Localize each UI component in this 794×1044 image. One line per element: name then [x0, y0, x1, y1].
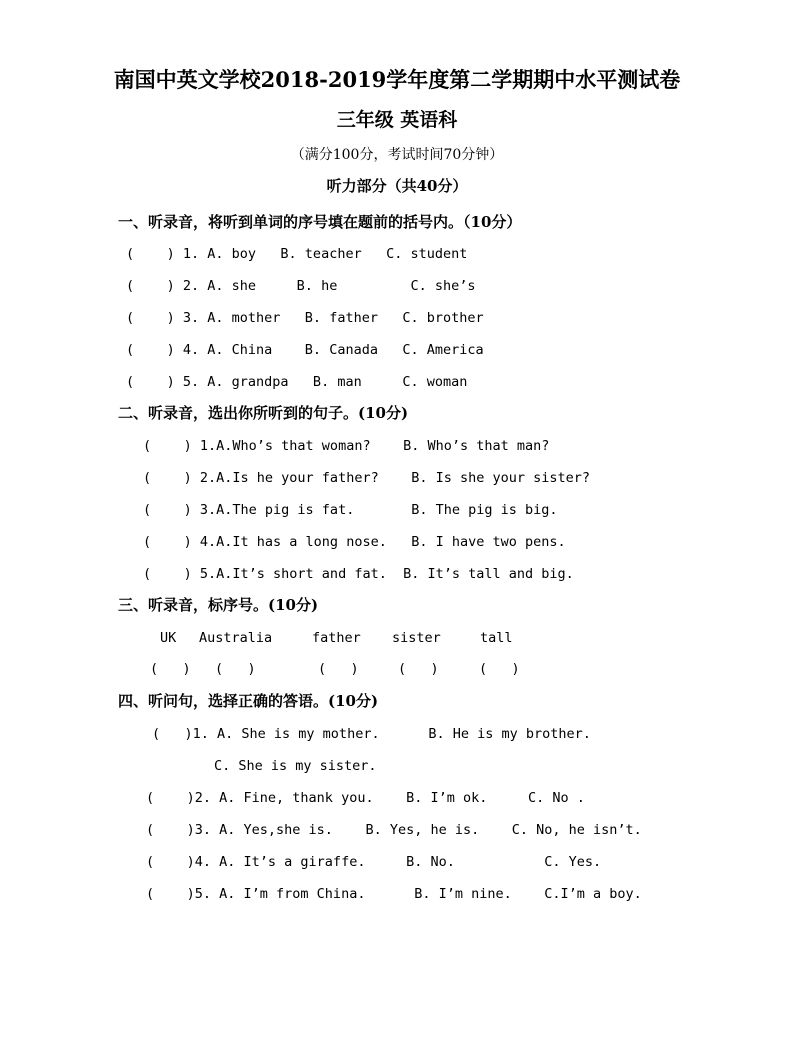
- section2-question-5: ( ) 5.A.It’s short and fat. B. It’s tall and big.: [143, 566, 574, 582]
- section3-heading: 三、听录音，标序号。(10分): [118, 596, 319, 614]
- section1-heading: 一、听录音，将听到单词的序号填在题前的括号内。（10分）: [118, 213, 522, 231]
- section3-blank-2: ( ): [215, 661, 256, 677]
- section3-word-australia: Australia: [199, 630, 273, 646]
- section1-question-1: ( ) 1. A. boy B. teacher C. student: [126, 246, 468, 262]
- section4-question-3: ( )3. A. Yes,she is. B. Yes, he is. C. No, he isn’t.: [146, 822, 642, 838]
- listening-part-title: 听力部分（共40分）: [326, 177, 468, 195]
- section3-word-sister: sister: [392, 630, 441, 646]
- section3-blank-3: ( ): [318, 661, 359, 677]
- section3-blank-5: ( ): [479, 661, 520, 677]
- exam-note: （满分100分，考试时间70分钟）: [290, 147, 504, 163]
- section4-question-4: ( )4. A. It’s a giraffe. B. No. C. Yes.: [146, 854, 602, 870]
- section3-blank-1: ( ): [150, 661, 191, 677]
- section2-question-1: ( ) 1.A.Who’s that woman? B. Who’s that man?: [143, 438, 550, 454]
- section2-heading: 二、听录音，选出你所听到的句子。(10分): [118, 404, 409, 422]
- section3-blank-4: ( ): [398, 661, 439, 677]
- section1-question-5: ( ) 5. A. grandpa B. man C. woman: [126, 374, 468, 390]
- section3-word-father: father: [312, 630, 361, 646]
- section4-question-1: ( )1. A. She is my mother. B. He is my brother.: [152, 726, 591, 742]
- exam-title: 南国中英文学校2018-2019学年度第二学期期中水平测试卷: [113, 67, 681, 92]
- section4-question-2: ( )2. A. Fine, thank you. B. I’m ok. C. No .: [146, 790, 585, 806]
- section4-question-1-option-c: C. She is my sister.: [214, 758, 377, 774]
- section2-question-4: ( ) 4.A.It has a long nose. B. I have two pens.: [143, 534, 566, 550]
- section3-word-tall: tall: [480, 630, 513, 646]
- section1-question-4: ( ) 4. A. China B. Canada C. America: [126, 342, 484, 358]
- section2-question-2: ( ) 2.A.Is he your father? B. Is she your sister?: [143, 470, 591, 486]
- section1-question-3: ( ) 3. A. mother B. father C. brother: [126, 310, 484, 326]
- section3-word-uk: UK: [160, 630, 177, 646]
- section4-question-5: ( )5. A. I’m from China. B. I’m nine. C.I’m a boy.: [146, 886, 642, 902]
- section2-question-3: ( ) 3.A.The pig is fat. B. The pig is big.: [143, 502, 558, 518]
- exam-subtitle: 三年级 英语科: [336, 109, 458, 131]
- section1-question-2: ( ) 2. A. she B. he C. she’s: [126, 278, 476, 294]
- section4-heading: 四、听问句，选择正确的答语。(10分): [118, 692, 379, 710]
